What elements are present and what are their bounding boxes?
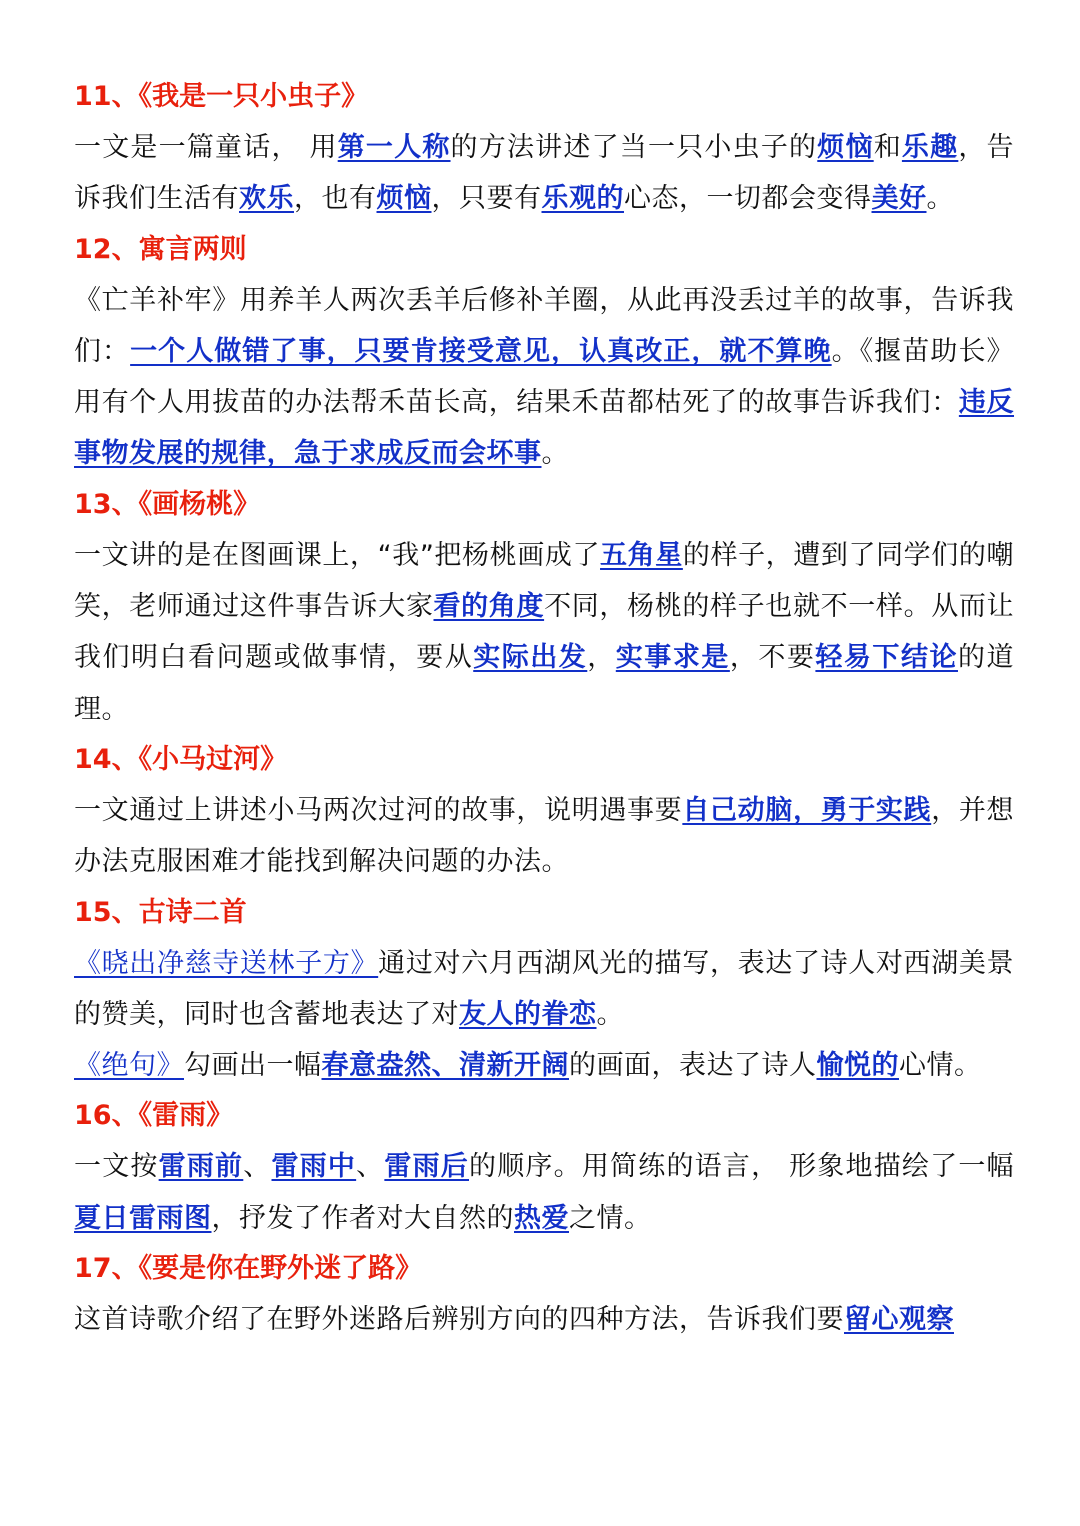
text-run: 一文讲的是在图画课上，“我”把杨桃画成了 (74, 539, 601, 571)
text-run: 。 (926, 183, 954, 215)
text-run: 一文通过上讲述小马两次过河的故事，说明遇事要 (74, 794, 683, 826)
section-paragraph (74, 1141, 1014, 1244)
text-run: ，也有 (294, 183, 377, 215)
highlighted-keyphrase: 自己动脑，勇于实践 (682, 794, 932, 826)
highlighted-keyphrase: 一个人做错了事，只要肯接受意见，认真改正，就不算晚 (130, 335, 832, 367)
highlighted-keyphrase: 欢乐 (239, 183, 294, 215)
highlighted-keyphrase: 看的角度 (433, 591, 545, 623)
text-run: 通过对六月西湖风光的描写，表达了诗人对西湖美景的赞美，同时也含蓄地表达了对 (74, 947, 1015, 1030)
highlighted-keyphrase: 友人的眷恋 (459, 998, 597, 1030)
text-run: 不同，杨桃的样子也就不一样。从而让我们明白看问题或做事情，要从 (74, 591, 1015, 674)
text-run: 心态，一切都会变得 (624, 183, 872, 215)
section-heading: 13、《画杨桃》 (74, 488, 261, 520)
text-run: 的画面，表达了诗人 (569, 1050, 817, 1082)
text-run: 、 (243, 1151, 272, 1183)
text-run: 一文是一篇童话， 用 (74, 132, 338, 163)
highlighted-keyphrase: 五角星 (600, 539, 683, 571)
highlighted-keyphrase: 《绝句》 (74, 1050, 184, 1082)
highlighted-keyphrase: 轻易下结论 (815, 642, 958, 674)
text-run: 的方法讲述了当一只小虫子的 (450, 132, 818, 163)
text-run: ，告诉我们生活有 (74, 132, 1015, 215)
section-heading: 12、寓言两则 (74, 233, 247, 265)
text-run: 一文按 (74, 1151, 159, 1183)
highlighted-keyphrase: 乐观的 (541, 183, 624, 215)
highlighted-keyphrase: 《晓出净慈寺送林子方》 (74, 947, 379, 979)
section-heading: 11、《我是一只小虫子》 (74, 81, 369, 112)
highlighted-keyphrase: 愉悦的 (816, 1050, 899, 1082)
highlighted-keyphrase: 实事求是 (615, 642, 730, 674)
text-run: 。 (541, 438, 569, 470)
text-run: 这首诗歌介绍了在野外迷路后辨别方向的四种方法，告诉我们要 (74, 1304, 844, 1336)
section-paragraph (74, 1040, 1014, 1091)
text-run: 之情。 (569, 1202, 652, 1234)
highlighted-keyphrase: 乐趣 (901, 132, 959, 163)
text-run: ，并想办法克服困难才能找到解决问题的办法。 (74, 794, 1015, 878)
text-run: 的道理。 (74, 642, 1014, 725)
text-run: 《亡羊补牢》用养羊人两次丢羊后修补羊圈，从此再没丢过羊的故事，告诉我们： (74, 284, 1014, 367)
highlighted-keyphrase: 热爱 (514, 1202, 569, 1234)
text-run: 的样子，遭到了同学们的嘲笑，老师通过这件事告诉大家 (74, 539, 1014, 623)
section-heading: 16、《雷雨》 (74, 1100, 234, 1132)
highlighted-keyphrase: 雷雨前 (158, 1151, 244, 1183)
section-paragraph (74, 530, 1014, 735)
highlighted-keyphrase: 违反事物发展的规律，急于求成反而会坏事 (74, 387, 1015, 470)
section-paragraph (74, 938, 1014, 1041)
section-heading: 14、《小马过河》 (74, 743, 288, 775)
text-run: ，只要有 (431, 183, 542, 215)
text-run: ，不要 (729, 642, 816, 674)
text-run: 。 (596, 998, 624, 1030)
section-paragraph (74, 785, 1014, 888)
highlighted-keyphrase: 烦恼 (817, 132, 874, 163)
section-heading: 15、古诗二首 (74, 896, 247, 928)
text-run: 、 (356, 1151, 385, 1183)
text-run: 的顺序。用简练的语言， 形象地描绘了一幅 (469, 1151, 1015, 1183)
text-run: ， (587, 642, 616, 674)
text-run: 和 (873, 132, 902, 163)
text-run: ，抒发了作者对大自然的 (211, 1202, 514, 1234)
text-run: 心情。 (899, 1050, 982, 1082)
section-heading: 17、《要是你在野外迷了路》 (74, 1253, 423, 1285)
highlighted-keyphrase: 留心观察 (844, 1304, 954, 1336)
section-paragraph (74, 1294, 1014, 1345)
text-run: 勾画出一幅 (184, 1050, 322, 1082)
highlighted-keyphrase: 第一人称 (337, 132, 451, 163)
highlighted-keyphrase: 雷雨后 (384, 1151, 469, 1183)
highlighted-keyphrase: 夏日雷雨图 (74, 1202, 212, 1234)
section-paragraph (74, 275, 1014, 480)
document-page (74, 72, 1014, 1345)
highlighted-keyphrase: 雷雨中 (271, 1151, 357, 1183)
highlighted-keyphrase: 烦恼 (376, 183, 432, 215)
text-run: 。《揠苗助长》用有个人用拔苗的办法帮禾苗长高，结果禾苗都枯死了的故事告诉我们： (74, 335, 1015, 419)
highlighted-keyphrase: 实际出发 (473, 642, 588, 674)
highlighted-keyphrase: 春意盎然、清新开阔 (321, 1050, 569, 1082)
section-paragraph (74, 122, 1014, 225)
highlighted-keyphrase: 美好 (871, 183, 927, 215)
